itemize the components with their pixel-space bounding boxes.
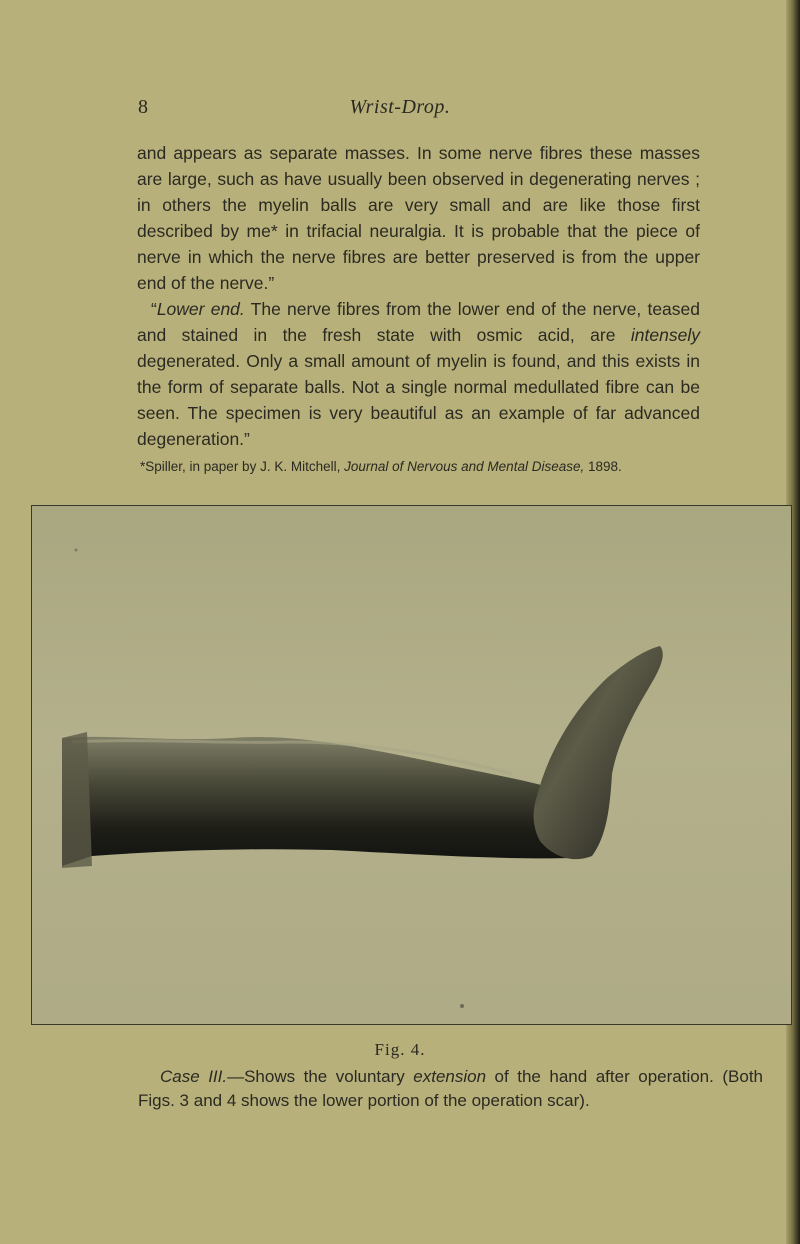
caption-text: [138, 1065, 763, 1113]
open-quote: “: [151, 299, 157, 319]
footnote-text: *Spiller, in paper by J. K. Mitchell,: [140, 459, 345, 474]
page-number: 8: [138, 96, 148, 118]
figure-label: Fig. 4.: [374, 1040, 426, 1059]
intensely-emphasis: intensely: [630, 325, 700, 345]
text-line: degenerating nerves ; in others the myelin balls are very small and: [137, 169, 700, 215]
footnote-year: 1898.: [584, 459, 622, 474]
running-title: Wrist-Drop.: [349, 96, 451, 118]
paragraph-text: degenerated. Only a small amount of myelin is found, and this exists in the form of separate balls. Not a single normal medullated fibre can be seen. The specimen is very beautiful as an example of far advanced degeneration.”: [137, 351, 700, 449]
caption-part: of the hand after operation. (Both Figs. 3 and 4 shows the lower portion of the operation scar).: [138, 1067, 763, 1110]
lower-end-label: Lower end.: [156, 299, 245, 319]
footnote-journal: Journal of Nervous and Mental Disease,: [344, 459, 585, 474]
footnote: [140, 458, 710, 476]
text-line: and appears as separate masses. In some nerve fibres these: [137, 143, 633, 163]
text-line: masses are large, such as have usually been observed in: [137, 143, 700, 189]
forearm-shape: [62, 737, 594, 866]
case-label: Case III.: [160, 1067, 228, 1086]
paragraph-text: The nerve fibres from the lower end of the nerve, teased and stained in the fresh state with osmic acid, are: [137, 299, 700, 345]
text-line: probable that the piece of nerve in which the nerve fibres are: [137, 221, 700, 267]
text-line: better preserved is from the upper end of the nerve.”: [137, 247, 700, 293]
paragraph-lower-end: [137, 296, 700, 452]
text-line: are like those first described by me* in trifacial neuralgia. It is: [137, 195, 700, 241]
extension-emphasis: extension: [413, 1067, 487, 1086]
hand-shape: [534, 646, 663, 859]
caption-part: —Shows the voluntary: [227, 1067, 414, 1086]
arm-photo-illustration: [32, 506, 791, 1024]
paragraph-continuation: [137, 140, 700, 296]
photograph-arm-wrist-extension: [31, 505, 792, 1025]
body-text: [137, 140, 700, 452]
page-header: [0, 96, 800, 120]
